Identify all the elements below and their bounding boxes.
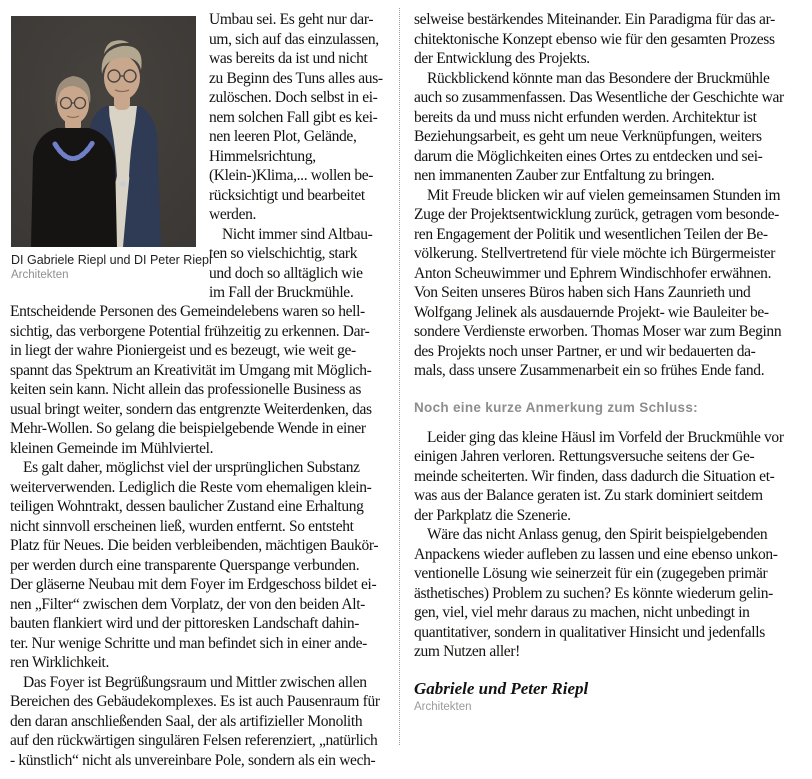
text-line: was bereits da ist und nicht: [209, 50, 368, 67]
text-line: sondere Verdienste erworben. Thomas Moser war zum Beginn: [414, 323, 782, 340]
text-line: nen leeren Plot, Gelände,: [209, 128, 357, 145]
text-line: darum die Möglichkeiten eines Ortes zu entdecken und sei-: [414, 147, 763, 165]
text-line: per werden durch eine transparente Querspange verbunden.: [10, 556, 360, 574]
text-line: Wäre das nicht Anlass genug, den Spirit beispielgebenden: [427, 526, 768, 543]
signature-role: Architekten: [414, 701, 472, 713]
right-column-top: [414, 10, 810, 381]
text-line: im Fall der Bruckmühle.: [209, 284, 354, 301]
text-line: Umbau sei. Es geht nur dar-: [209, 11, 374, 28]
text-line: zum Nutzen aller!: [414, 643, 520, 660]
text-line: Von Seiten unseres Büros haben sich Hans Zaunrieth und: [414, 284, 751, 301]
portrait-photo-illustration: [11, 16, 196, 247]
text-line: völkerung. Stellvertretend für viele möchte ich Bürgermeister: [414, 245, 776, 262]
text-line: Entscheidende Personen des Gemeindelebens waren so hell-: [10, 303, 365, 320]
text-line: gen, viel, viel mehr daraus zu machen, nicht unbedingt in: [414, 604, 750, 621]
text-line: sichtig, das verborgene Potential frühzeitig zu erkennen. Dar-: [10, 322, 370, 340]
text-line: Mit Freude blicken wir auf vielen gemeinsamen Stunden im: [427, 186, 781, 204]
text-line: nicht sinnvoll erscheinen ließ, wurden entfernt. So entsteht: [10, 517, 354, 535]
text-line: Rückblickend könnte man das Besondere der Bruckmühle: [427, 69, 770, 87]
note-heading: Noch eine kurze Anmerkung zum Schluss:: [414, 399, 698, 415]
text-line: bauten flankiert wird und der pittoresken Landschaft dahin-: [10, 615, 360, 632]
text-line: meinde scheiterten. Wir finden, dass dadurch die Situation et-: [414, 467, 775, 485]
text-line: was aus der Balance geraten ist. Zu stark dominiert seitdem: [414, 487, 763, 504]
text-line: weiterverwenden. Lediglich die Reste vom ehemaligen klein-: [10, 478, 372, 496]
text-line: der Parkplatz die Szenerie.: [414, 506, 571, 524]
text-line: einigen Jahren verloren. Rettungsversuche seitens der Ge-: [414, 448, 755, 465]
caption-names: DI Gabriele Riepl und DI Peter Riepl: [11, 253, 212, 267]
text-line: keiten sein kann. Nicht allein das professionelle Business as: [10, 381, 361, 398]
text-line: ten so vielschichtig, stark: [209, 245, 358, 262]
text-line: rücksichtigt und bearbeitet: [209, 186, 365, 204]
text-line: Beziehungsarbeit, es geht um neue Verknüpfungen, weiters: [414, 128, 762, 145]
text-line: Bereichen des Gebäudekomplexes. Es ist auch Pausenraum für: [10, 693, 380, 710]
text-line: mals, dass unsere Zusammenarbeit ein so frühes Ende fand.: [414, 362, 765, 379]
text-line: Der gläserne Neubau mit dem Foyer im Erdgeschoss bildet ei-: [10, 576, 377, 593]
text-line: zu Beginn des Tuns alles aus-: [209, 69, 383, 87]
text-line: quantitativer, sondern in qualitativer Hinsicht und jedenfalls: [414, 623, 765, 641]
text-line: Platz für Neues. Die beiden verbleibenden, mächtigen Baukör-: [10, 537, 379, 554]
text-line: Es galt daher, möglichst viel der ursprünglichen Substanz: [23, 459, 360, 476]
text-line: auch so zusammenfassen. Das Wesentliche der Geschichte war: [414, 89, 784, 106]
right-column-bottom: [414, 428, 810, 662]
text-line: nen „Filter“ zwischen dem Vorplatz, der von den beiden Alt-: [10, 595, 365, 613]
text-line: Nicht immer sind Altbau-: [222, 225, 373, 243]
text-line: Das Foyer ist Begrüßungsraum und Mittler zwischen allen: [23, 673, 367, 691]
signature: Gabriele und Peter Riepl: [414, 678, 589, 698]
text-line: ren Wirklichkeit.: [10, 654, 110, 671]
text-line: nem solchen Fall gibt es kei-: [209, 108, 378, 126]
text-line: Wolfgang Jelinek als ausdauernde Projekt- wie Bauleiter be-: [414, 303, 769, 321]
text-line: Mehr-Wollen. So gelang die beispielgebende Wende in einer: [10, 420, 366, 437]
text-line: der Entwicklung des Projekts.: [414, 50, 590, 67]
text-line: Anpackens wieder aufleben zu lassen und eine ebenso unkon-: [414, 545, 778, 563]
text-line: selweise bestärkendes Miteinander. Ein Paradigma für das ar-: [414, 11, 775, 28]
text-line: nen immanenten Zauber zur Entfaltung zu bringen.: [414, 167, 715, 184]
text-line: und doch so alltäglich wie: [209, 264, 363, 282]
text-line: - künstlich“ nicht als unvereinbare Pole, sondern als ein wech-: [10, 751, 376, 769]
caption-role: Architekten: [11, 269, 69, 281]
photo-caption: [11, 253, 212, 282]
text-line: ventionelle Lösung wie seinerzeit für ein (zugegeben primär: [414, 565, 768, 582]
text-line: in liegt der wahre Pioniergeist und es bezeugt, wie weit ge-: [10, 342, 356, 359]
text-line: Zuge der Projektsentwicklung zurück, getragen vom besonde-: [414, 206, 779, 223]
text-line: zulöschen. Doch selbst in ei-: [209, 89, 378, 106]
text-line: chitektonische Konzept ebenso wie für den gesamten Prozess: [414, 30, 775, 48]
text-line: ter. Nur wenige Schritte und man befindet sich in einer ande-: [10, 634, 367, 652]
column-divider: [399, 8, 400, 745]
text-line: den daran anschließenden Saal, der als artifizieller Monolith: [10, 712, 363, 730]
right-column: [414, 10, 810, 713]
text-line: usual bringt weiter, sondern das entgrenzte Weiterdenken, das: [10, 400, 372, 418]
text-line: des Projekts noch unser Partner, er und wir bedauerten da-: [414, 342, 756, 360]
text-line: teiligen Wohntrakt, dessen baulicher Zustand eine Erhaltung: [10, 498, 364, 515]
text-line: Anton Scheuwimmer und Ephrem Windischhofer erwähnen.: [414, 264, 772, 282]
text-line: werden.: [209, 206, 257, 223]
text-line: bereits da und muss nicht erfunden werden. Architektur ist: [414, 108, 757, 126]
text-line: Himmelsrichtung,: [209, 147, 316, 165]
text-line: ren Engagement der Politik und wesentlichen Teilen der Be-: [414, 225, 768, 243]
text-line: kleinen Gemeinde im Mühlviertel.: [10, 439, 214, 457]
text-line: Leider ging das kleine Häusl im Vorfeld der Bruckmühle vor: [427, 428, 784, 446]
text-line: ästhetisches) Problem zu suchen? Es könnte wiederum gelin-: [414, 584, 773, 602]
text-line: spannt das Spektrum an Kreativität im Umgang mit Möglich-: [10, 361, 372, 379]
text-line: (Klein-)Klima,... wollen be-: [209, 167, 374, 184]
left-column-narrow: [209, 10, 399, 303]
text-line: um, sich auf das einzulassen,: [209, 30, 379, 48]
text-line: auf den rückwärtigen singulären Felsen referenziert, „natürlich: [10, 732, 378, 749]
portrait-photo: [11, 16, 196, 247]
left-column-full: [10, 302, 399, 770]
